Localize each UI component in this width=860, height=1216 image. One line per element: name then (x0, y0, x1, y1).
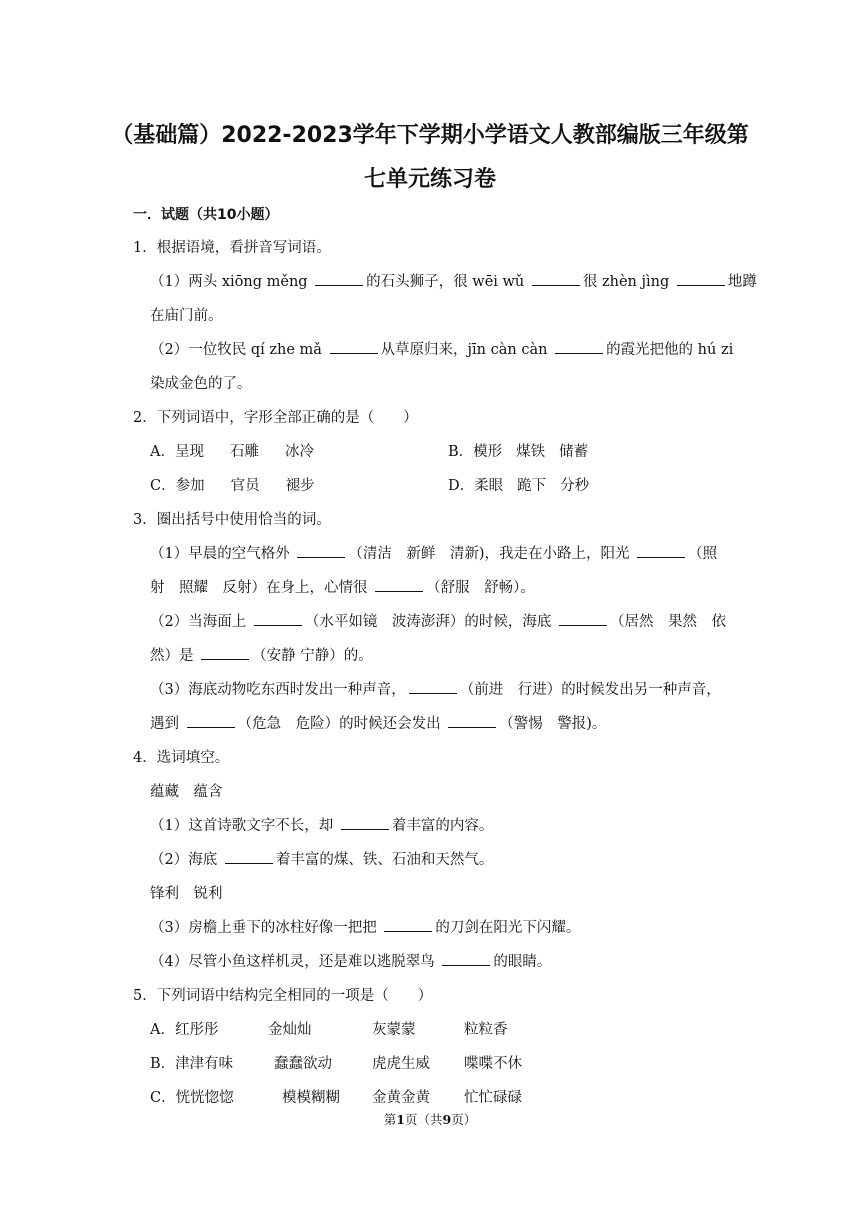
q5-option-a[interactable] (150, 1018, 508, 1039)
option-word: 官员 (230, 478, 260, 494)
q4-s3-b: 的刀剑在阳光下闪耀。 (435, 920, 581, 936)
q4-word-choices-2: 锋利 锐利 (150, 886, 223, 902)
q4-s2-a: （2）海底 (150, 852, 218, 868)
q3-s2-a: （2）当海面上 (150, 614, 247, 630)
q4-sub1 (150, 814, 493, 835)
q3-sub2-line1 (150, 610, 726, 631)
page-number: 1 (396, 1112, 405, 1127)
exam-title-line-2: 七单元练习卷 (363, 167, 496, 192)
q3-s1-c: （照 (688, 546, 718, 562)
q3-s1-e: （舒服 舒畅）。 (426, 580, 535, 596)
option-word: 金灿灿 (268, 1022, 312, 1038)
answer-blank[interactable] (297, 543, 345, 558)
option-word: C．恍恍惚惚 (150, 1090, 234, 1106)
q4-sub3 (150, 916, 580, 937)
q1-s2-c: 的霞光把他的 hú zi (606, 342, 734, 358)
option-word: D．柔眼 (448, 478, 504, 494)
option-word: 煤铁 (516, 444, 546, 460)
option-word: 忙忙碌碌 (464, 1090, 522, 1106)
option-word: A．呈现 (150, 444, 204, 460)
q2-option-d[interactable] (448, 474, 589, 495)
answer-blank[interactable] (442, 951, 490, 966)
answer-blank[interactable] (225, 849, 273, 864)
answer-blank[interactable] (201, 645, 249, 660)
q3-s3-c: 遇到 (150, 716, 179, 732)
q5-option-b[interactable] (150, 1052, 522, 1073)
q2-option-c[interactable] (150, 474, 315, 495)
footer-text: 页） (451, 1112, 477, 1127)
q4-s4-b: 的眼睛。 (493, 954, 552, 970)
q2-option-b[interactable] (448, 440, 588, 461)
q3-sub1-line2 (150, 576, 535, 597)
q1-stem: 1．根据语境，看拼音写词语。 (133, 240, 331, 256)
option-word: 石雕 (229, 444, 259, 460)
q1-s1-a: （1）两头 xiōng měng (150, 274, 308, 290)
option-word: B．模形 (448, 444, 503, 460)
answer-blank[interactable] (187, 713, 235, 728)
q1-s1-b: 的石头狮子，很 wēi wǔ (366, 274, 525, 290)
q5-option-c[interactable] (150, 1086, 522, 1107)
option-word: 金黄金黄 (372, 1090, 430, 1106)
q3-s3-a: （3）海底动物吃东西时发出一种声音， (150, 682, 406, 698)
q3-s1-b: （清洁 新鲜 清新)，我走在小路上，阳光 (348, 546, 630, 562)
q3-s2-b: （水平如镜 波涛澎湃）的时候，海底 (304, 614, 552, 630)
option-word: 分秒 (560, 478, 590, 494)
answer-blank[interactable] (532, 271, 580, 286)
option-word: 储蓄 (559, 444, 589, 460)
answer-blank[interactable] (254, 611, 302, 626)
option-word: 粒粒香 (464, 1022, 508, 1038)
q3-s2-d: 然）是 (150, 648, 194, 664)
q4-s3-a: （3）房檐上垂下的冰柱好像一把把 (150, 920, 377, 936)
q3-s3-e: （警惕 警报)。 (499, 716, 607, 732)
answer-blank[interactable] (341, 815, 389, 830)
q1-s2-d: 染成金色的了。 (150, 376, 252, 392)
q3-sub3-line1 (150, 678, 721, 699)
option-word: 模模糊糊 (282, 1090, 340, 1106)
q1-s2-b: 从草原归来，jīn càn càn (380, 342, 548, 358)
option-word: 冰冷 (284, 444, 314, 460)
answer-blank[interactable] (409, 679, 457, 694)
q4-s4-a: （4）尽管小鱼这样机灵，还是难以逃脱翠鸟 (150, 954, 435, 970)
q3-sub1-line1 (150, 542, 717, 563)
q3-s3-b: （前进 行进）的时候发出另一种声音， (459, 682, 721, 698)
answer-blank[interactable] (330, 339, 378, 354)
q4-s2-b: 着丰富的煤、铁、石油和天然气。 (275, 852, 494, 868)
q1-sub1-line1 (150, 270, 757, 291)
q1-s1-d: 地蹲 (727, 274, 757, 290)
answer-blank[interactable] (448, 713, 496, 728)
option-word: 喋喋不休 (464, 1056, 522, 1072)
answer-blank[interactable] (555, 339, 603, 354)
q3-s3-d: （危急 危险）的时候还会发出 (237, 716, 441, 732)
q1-sub2-line1 (150, 338, 733, 359)
q3-sub2-line2 (150, 644, 373, 665)
q4-sub4 (150, 950, 551, 971)
answer-blank[interactable] (677, 271, 725, 286)
q1-s1-c: 很 zhèn jìng (582, 274, 670, 290)
option-word: C．参加 (150, 478, 205, 494)
option-word: 灰蒙蒙 (372, 1022, 416, 1038)
q3-stem: 3．圈出括号中使用恰当的词。 (133, 512, 331, 528)
answer-blank[interactable] (559, 611, 607, 626)
q4-sub2 (150, 848, 493, 869)
answer-blank[interactable] (375, 577, 423, 592)
page-footer (0, 1110, 860, 1128)
q3-s1-a: （1）早晨的空气格外 (150, 546, 290, 562)
option-word: B．津津有味 (150, 1056, 234, 1072)
total-pages: 9 (442, 1112, 452, 1127)
option-word: 蠢蠢欲动 (274, 1056, 332, 1072)
q2-option-a[interactable] (150, 440, 314, 461)
exam-title-line-1: （基础篇）2022-2023学年下学期小学语文人教部编版三年级第 (111, 123, 749, 148)
q3-s2-c: （居然 果然 依 (609, 614, 726, 630)
q3-sub3-line2 (150, 712, 606, 733)
q4-s1-b: 着丰富的内容。 (391, 818, 494, 834)
option-word: 跪下 (517, 478, 547, 494)
footer-text: 页（共 (404, 1112, 443, 1127)
option-word: 褪步 (285, 478, 315, 494)
q2-stem: 2．下列词语中，字形全部正确的是（ ） (133, 410, 418, 426)
option-word: A．红彤彤 (150, 1022, 219, 1038)
q5-stem: 5．下列词语中结构完全相同的一项是（ ） (133, 988, 433, 1004)
q3-s1-d: 射 照耀 反射）在身上，心情很 (150, 580, 368, 596)
answer-blank[interactable] (384, 917, 432, 932)
q3-s2-e: （安静 宁静）的。 (252, 648, 373, 664)
q1-s1-e: 在庙门前。 (150, 308, 223, 324)
option-word: 虎虎生威 (372, 1056, 430, 1072)
q4-stem: 4．选词填空。 (133, 750, 230, 766)
section-heading: 一．试题（共10小题） (133, 207, 279, 223)
q4-s1-a: （1）这首诗歌文字不长，却 (150, 818, 334, 834)
footer-text: 第 (383, 1112, 397, 1127)
answer-blank[interactable] (315, 271, 363, 286)
answer-blank[interactable] (637, 543, 685, 558)
q4-word-choices-1: 蕴藏 蕴含 (150, 784, 223, 800)
q1-s2-a: （2）一位牧民 qí zhe mǎ (150, 342, 322, 358)
